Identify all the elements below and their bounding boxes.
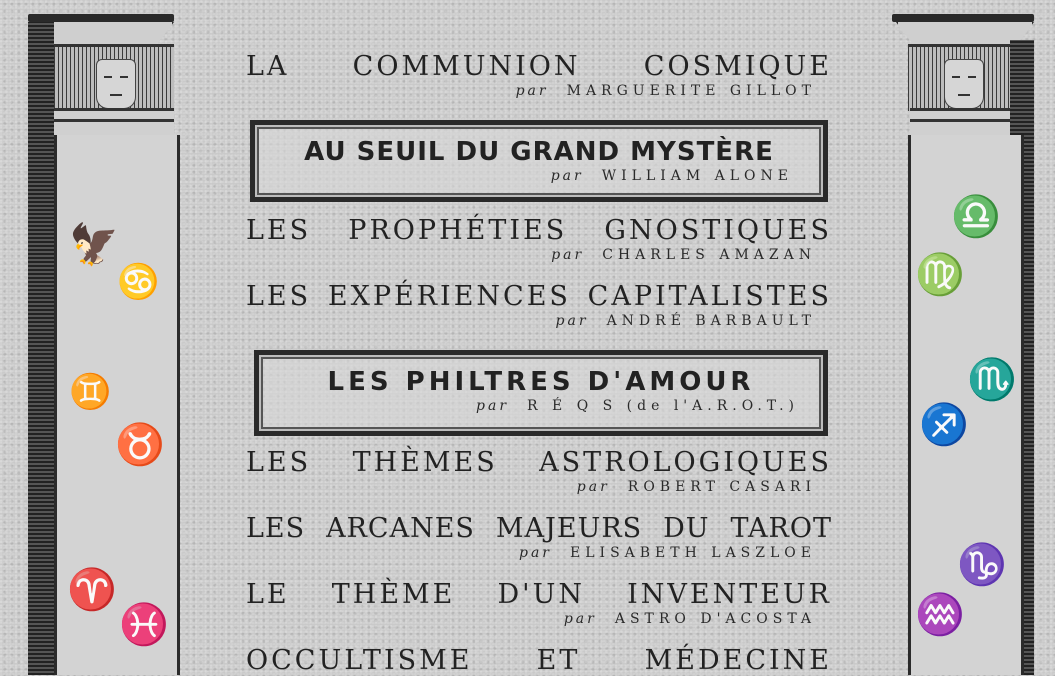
highlighted-article-frame <box>250 120 828 202</box>
right-decorative-column <box>892 0 1040 675</box>
article-byline: par CHARLES AMAZAN <box>551 247 816 263</box>
article-title: LES PHILTRES D'AMOUR <box>327 367 755 397</box>
column-abacus <box>28 14 174 22</box>
bull-taurus-icon: ♉ <box>115 422 165 468</box>
column-rings <box>910 108 1022 138</box>
article-author: ANDRÉ BARBAULT <box>606 313 816 329</box>
article-author: ASTRO D'ACOSTA <box>614 611 816 627</box>
hathor-head-capital <box>908 44 1018 111</box>
fish-pisces-icon: ♓ <box>119 602 169 648</box>
article-entry <box>246 52 832 100</box>
scales-libra-icon: ♎ <box>951 194 1001 240</box>
article-author: R É Q S (de l'A.R.O.T.) <box>527 398 799 414</box>
eagle-icon: 🦅 <box>69 222 119 268</box>
ram-aries-icon: ♈ <box>67 567 117 613</box>
article-byline: par WILLIAM ALONE <box>550 168 793 184</box>
left-decorative-column <box>28 0 168 675</box>
article-title: LE THÈME D'UN INVENTEUR <box>246 579 832 610</box>
hathor-head-capital <box>54 44 174 111</box>
article-author: WILLIAM ALONE <box>601 168 793 184</box>
article-entry <box>246 448 832 496</box>
article-byline: par ELISABETH LASZLOE <box>519 545 816 561</box>
face-icon <box>96 59 136 109</box>
article-entry <box>246 216 832 264</box>
article-title: LES THÈMES ASTROLOGIQUES <box>246 447 832 478</box>
goat-capricorn-icon: ♑ <box>957 542 1007 588</box>
article-title: LES PROPHÉTIES GNOSTIQUES <box>246 215 832 246</box>
article-entry <box>246 580 832 628</box>
scorpion-scorpio-icon: ♏ <box>967 357 1017 403</box>
article-byline: par ANDRÉ BARBAULT <box>555 313 816 329</box>
article-author: MARGUERITE GILLOT <box>566 83 816 99</box>
face-icon <box>944 59 984 109</box>
article-author: ELISABETH LASZLOE <box>570 545 816 561</box>
twins-gemini-icon: ♊ <box>69 372 112 412</box>
column-abacus <box>892 14 1034 22</box>
water-bearer-aquarius-icon: ♒ <box>915 592 965 638</box>
article-author: ROBERT CASARI <box>627 479 816 495</box>
article-entry <box>246 514 832 562</box>
archer-sagittarius-icon: ♐ <box>919 402 969 448</box>
column-shaft <box>908 135 1024 675</box>
article-byline: par ASTRO D'ACOSTA <box>563 611 816 627</box>
article-byline: par MARGUERITE GILLOT <box>515 83 816 99</box>
article-byline: par R É Q S (de l'A.R.O.T.) <box>476 398 799 414</box>
highlighted-article-frame <box>254 350 828 436</box>
column-rings <box>54 108 174 138</box>
article-title: OCCULTISME ET MÉDECINE <box>246 645 832 676</box>
article-title: LA COMMUNION COSMIQUE <box>246 51 832 82</box>
article-entry <box>246 282 832 330</box>
article-title: LES EXPÉRIENCES CAPITALISTES <box>246 281 832 312</box>
article-title: AU SEUIL DU GRAND MYSTÈRE <box>304 137 774 167</box>
article-entry <box>246 646 832 676</box>
crab-cancer-icon: ♋ <box>117 262 160 302</box>
article-title: LES ARCANES MAJEURS DU TAROT <box>246 513 832 544</box>
column-shadow-hatching <box>28 22 54 675</box>
column-shaft <box>54 135 180 675</box>
article-byline: par ROBERT CASARI <box>576 479 816 495</box>
virgin-virgo-icon: ♍ <box>915 252 965 298</box>
article-author: CHARLES AMAZAN <box>602 247 816 263</box>
